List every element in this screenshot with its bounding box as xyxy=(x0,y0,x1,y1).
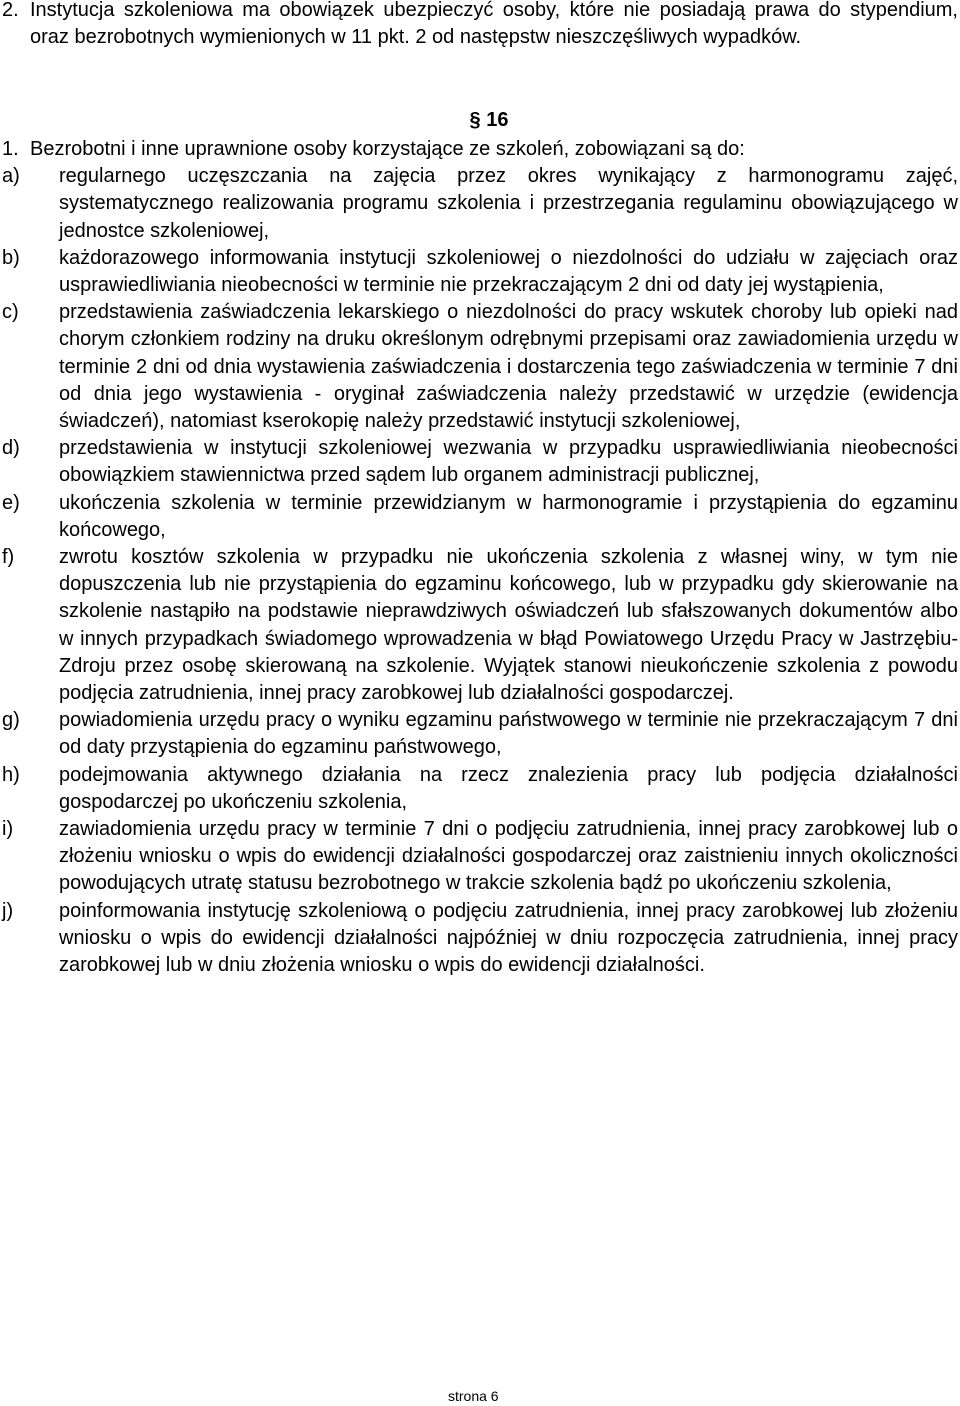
list-item-text: przedstawienia w instytucji szkoleniowej wezwania w przypadku usprawiedliwiania nieobecności obowiązkiem stawiennictwa przed sądem lub organem administracji publicznej, xyxy=(59,437,958,487)
list-item-text: ukończenia szkolenia w terminie przewidzianym w harmonogramie i przystąpienia do egzaminu końcowego, xyxy=(59,491,958,541)
list-item-marker: d) xyxy=(2,437,20,460)
section-2-number: 2. xyxy=(2,0,19,21)
list-item-marker: j) xyxy=(2,899,14,922)
list-item-text: podejmowania aktywnego działania na rzecz znalezienia pracy lub podjęcia działalności gospodarczej po ukończeniu szkolenia, xyxy=(59,763,958,813)
list-item-e xyxy=(0,490,958,544)
list-item-text: poinformowania instytucję szkoleniową o podjęciu zatrudnienia, innej pracy zarobkowej lub złożeniu wniosku o wpis do ewidencji działalności najpóźniej w dniu rozpoczęcia zatrudnienia, innej pracy zarobkowej lub w dniu złożenia wniosku o wpis do ewidencji działalności. xyxy=(59,899,958,977)
list-item-text: powiadomienia urzędu pracy o wyniku egzaminu państwowego w terminie nie przekraczającym 7 dni od daty przystąpienia do egzaminu państwowego, xyxy=(59,709,958,759)
list-item-marker: i) xyxy=(2,818,14,841)
list-item-d xyxy=(0,435,958,489)
list-item-marker: f) xyxy=(2,546,15,569)
point-1-text: Bezrobotni i inne uprawnione osoby korzystające ze szkoleń, zobowiązani są do: xyxy=(30,138,745,160)
list-item-marker: g) xyxy=(2,709,20,732)
section-2-item xyxy=(0,0,958,51)
paragraph-16-body xyxy=(0,136,958,979)
list-item-marker: e) xyxy=(2,491,20,514)
section-2 xyxy=(0,0,958,51)
list-item-text: zawiadomienia urzędu pracy w terminie 7 dni o podjęciu zatrudnienia, innej pracy zarobkowej lub o złożeniu wniosku o wpis do ewidencji działalności gospodarczej oraz zaistnieniu innych okoliczności powodujących utratę statusu bezrobotnego w trakcie szkolenia bądź po ukończeniu szkolenia, xyxy=(59,818,958,895)
list-item-text: przedstawienia zaświadczenia lekarskiego o niezdolności do pracy wskutek choroby lub opieki nad chorym członkiem rodziny na druku określonym odrębnymi przepisami oraz zawiadomienia urzędu w terminie 2 dni od dnia wystawienia zaświadczenia i dostarczenia tego zaświadczenia w terminie 7 dni od dnia jego wystawienia - oryginał zaświadczenia należy przedstawić w urzędzie (ewidencja świadczeń), natomiast kserokopię należy przedstawić instytucji szkoleniowej, xyxy=(59,301,958,433)
list-item-text: zwrotu kosztów szkolenia w przypadku nie ukończenia szkolenia z własnej winy, w tym nie dopuszczenia lub nie przystąpienia do egzaminu końcowego, lub w przypadku gdy skierowanie na szkolenie nastąpiło na podstawie nieprawdziwych oświadczeń lub sfałszowanych dokumentów albo w innych przypadkach świadomego wprowadzenia w błąd Powiatowego Urzędu Pracy w Jastrzębiu-Zdroju przez osobę skierowaną na szkolenie. Wyjątek stanowi nieukończenie szkolenia z powodu podjęcia zatrudnienia, innej pracy zarobkowej lub działalności gospodarczej. xyxy=(59,546,958,705)
list-item-text: każdorazowego informowania instytucji szkoleniowej o niezdolności do udziału w zajęciach oraz usprawiedliwiania nieobecności w terminie nie przekraczającym 2 dni od daty jej wystąpienia, xyxy=(59,246,958,297)
point-1-number: 1. xyxy=(2,138,19,160)
list-item-h xyxy=(0,762,958,816)
list-item-f xyxy=(0,544,958,707)
page-number: strona 6 xyxy=(448,1388,499,1404)
list-item-marker: c) xyxy=(2,301,19,324)
list-item-i xyxy=(0,816,958,898)
list-item-text: regularnego uczęszczania na zajęcia przez okres wynikający z harmonogramu zajęć, systematycznego realizowania programu szkolenia i przestrzegania regulaminu obowiązującego w jednostce szkoleniowej, xyxy=(59,165,958,242)
section-2-text: Instytucja szkoleniowa ma obowiązek ubezpieczyć osoby, które nie posiadają prawa do stypendium, oraz bezrobotnych wymienionych w 11 pkt. 2 od następstw nieszczęśliwych wypadków. xyxy=(30,0,958,49)
list-item-marker: a) xyxy=(2,165,20,188)
point-1 xyxy=(0,136,958,163)
paragraph-heading xyxy=(0,107,958,134)
list-item-marker: b) xyxy=(2,246,20,269)
paragraph-heading-text: § 16 xyxy=(469,109,509,131)
list-item-c xyxy=(0,299,958,435)
list-item-j xyxy=(0,898,958,980)
list-item-b xyxy=(0,245,958,299)
list-item-marker: h) xyxy=(2,763,20,786)
list-item-a xyxy=(0,163,958,245)
list-item-g xyxy=(0,707,958,761)
